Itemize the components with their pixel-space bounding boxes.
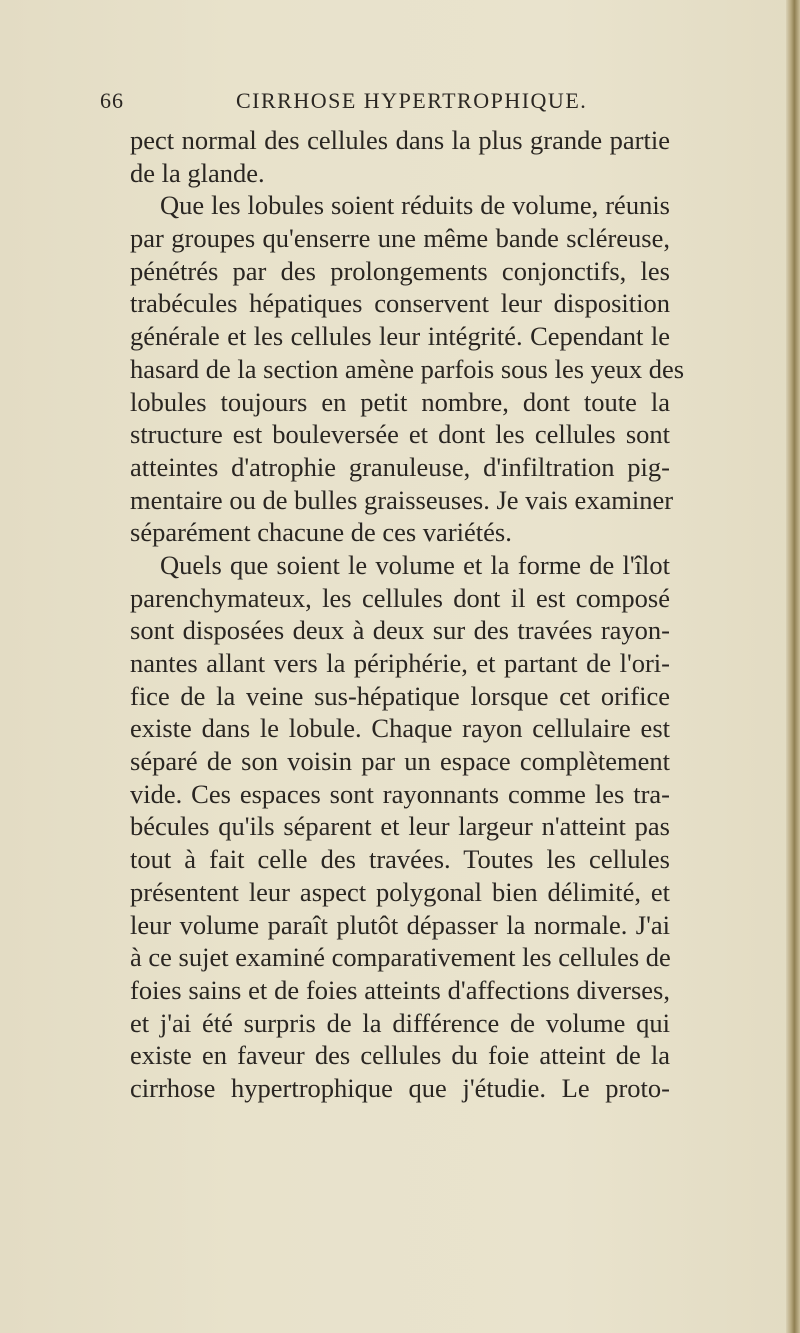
text-line: structure est bouleversée et dont les cellules sont bbox=[130, 419, 670, 450]
text-line: trabécules hépatiques conservent leur disposition bbox=[130, 288, 670, 319]
text-line: générale et les cellules leur intégrité. Cependant le bbox=[130, 321, 670, 352]
text-line: fice de la veine sus-hépatique lorsque cet orifice bbox=[130, 680, 670, 711]
text-line: à ce sujet examiné comparativement les cellules de bbox=[130, 942, 671, 973]
text-line: et j'ai été surpris de la différence de volume qui bbox=[130, 1007, 670, 1038]
text-line: pénétrés par des prolongements conjonctifs, les bbox=[130, 255, 670, 286]
text-line: mentaire ou de bulles graisseuses. Je vais examiner bbox=[130, 484, 674, 515]
text-line: tout à fait celle des travées. Toutes les cellules bbox=[130, 844, 670, 875]
text-line: foies sains et de foies atteints d'affections diverses, bbox=[130, 974, 670, 1005]
page-number: 66 bbox=[100, 88, 124, 113]
text-line: lobules toujours en petit nombre, dont toute la bbox=[130, 386, 670, 417]
text-line: séparé de son voisin par un espace complètement bbox=[130, 746, 670, 777]
running-head bbox=[0, 88, 800, 118]
text-line: vide. Ces espaces sont rayonnants comme les tra- bbox=[130, 778, 670, 809]
text-line: nantes allant vers la périphérie, et partant de l'ori- bbox=[130, 648, 670, 678]
text-line: existe dans le lobule. Chaque rayon cellulaire est bbox=[130, 713, 670, 744]
text-line: de la glande. bbox=[130, 157, 265, 188]
text-line: présentent leur aspect polygonal bien délimité, et bbox=[130, 876, 670, 907]
running-title: CIRRHOSE HYPERTROPHIQUE. bbox=[236, 88, 588, 113]
text-line: séparément chacune de ces variétés. bbox=[130, 517, 512, 548]
text-line: Quels que soient le volume et la forme de l'îlot bbox=[160, 549, 670, 580]
text-line: pect normal des cellules dans la plus grande partie bbox=[130, 125, 670, 155]
text-line: existe en faveur des cellules du foie atteint de la bbox=[130, 1040, 670, 1071]
text-line: parenchymateux, les cellules dont il est composé bbox=[130, 582, 670, 613]
text-line: Que les lobules soient réduits de volume, réunis bbox=[160, 190, 670, 221]
text-line: atteintes d'atrophie granuleuse, d'infiltration pig- bbox=[130, 451, 670, 482]
body-text bbox=[130, 124, 685, 1105]
text-line: par groupes qu'enserre une même bande scléreuse, bbox=[130, 223, 670, 254]
text-line: hasard de la section amène parfois sous les yeux des bbox=[130, 353, 685, 384]
text-line: cirrhose hypertrophique que j'étudie. Le proto- bbox=[130, 1072, 670, 1103]
text-line: leur volume paraît plutôt dépasser la normale. J'ai bbox=[130, 909, 670, 940]
text-line: sont disposées deux à deux sur des travées rayon- bbox=[130, 615, 670, 646]
text-line: bécules qu'ils séparent et leur largeur n'atteint pas bbox=[130, 811, 670, 842]
page-edge-shadow bbox=[786, 0, 800, 1333]
